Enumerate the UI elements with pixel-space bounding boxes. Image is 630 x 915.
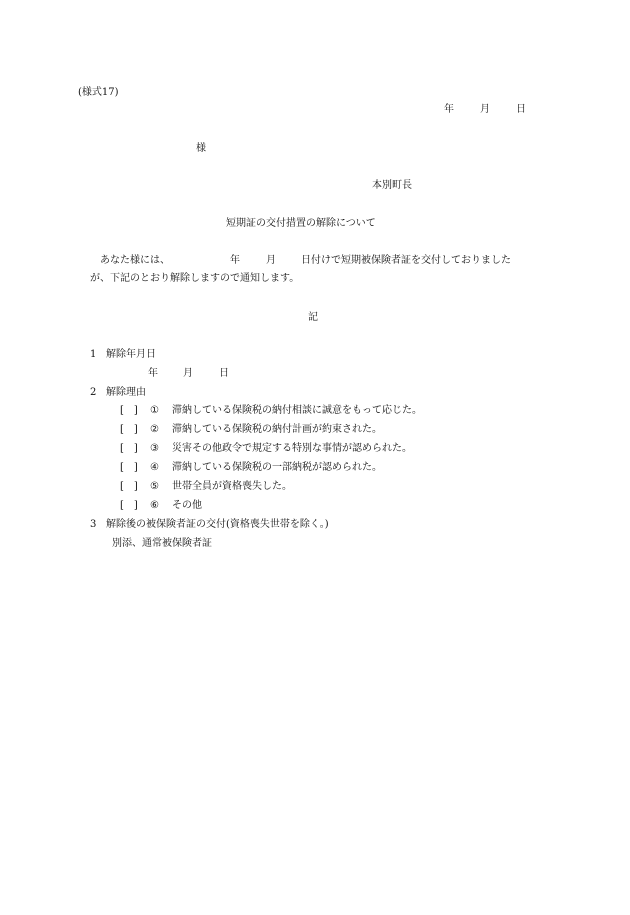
- reason-number: ②: [150, 424, 159, 435]
- section2-number: 2: [90, 387, 97, 398]
- body-text-intro: あなた様には、: [100, 255, 170, 266]
- reason-number: ①: [150, 405, 159, 416]
- reason-item: [120, 444, 412, 454]
- reason-text: その他: [172, 500, 202, 511]
- reason-checkbox[interactable]: [ ]: [120, 481, 138, 492]
- reason-checkbox[interactable]: [ ]: [120, 462, 138, 473]
- section1-month-label: 月: [183, 368, 193, 379]
- reason-text: 滞納している保険税の一部納税が認められた。: [172, 462, 382, 473]
- section3-number: 3: [90, 519, 97, 530]
- section1-day-label: 日: [219, 368, 229, 379]
- reason-checkbox[interactable]: [ ]: [120, 424, 138, 435]
- section1-number: 1: [90, 349, 97, 360]
- body-text-line2: が、下記のとおり解除しますので通知します。: [90, 273, 300, 284]
- body-year-label: 年: [230, 255, 240, 266]
- body-month-label: 月: [266, 255, 276, 266]
- section3-detail: 別添、通常被保険者証: [112, 538, 212, 549]
- reason-item: [120, 482, 292, 492]
- reason-number: ⑤: [150, 481, 159, 492]
- date-day-label: 日: [516, 104, 526, 115]
- reason-item: [120, 406, 422, 416]
- body-text-rest: 日付けで短期被保険者証を交付しておりました: [301, 255, 511, 266]
- reason-number: ④: [150, 462, 159, 473]
- reason-item: [120, 501, 202, 511]
- reason-checkbox[interactable]: [ ]: [120, 405, 138, 416]
- reason-item: [120, 463, 382, 473]
- document-title: 短期証の交付措置の解除について: [226, 218, 376, 229]
- sender-name: 本別町長: [372, 180, 412, 191]
- date-month-label: 月: [480, 104, 490, 115]
- section2-heading-text: 解除理由: [106, 387, 146, 398]
- reason-checkbox[interactable]: [ ]: [120, 500, 138, 511]
- section3-heading: [90, 520, 329, 530]
- reason-text: 災害その他政令で規定する特別な事情が認められた。: [172, 443, 412, 454]
- reason-text: 滞納している保険税の納付計画が約束された。: [172, 424, 382, 435]
- reason-number: ⑥: [150, 500, 159, 511]
- section1-year-label: 年: [148, 368, 158, 379]
- reason-text: 世帯全員が資格喪失した。: [172, 481, 292, 492]
- ki-heading: 記: [308, 312, 318, 323]
- section1-heading-text: 解除年月日: [106, 349, 156, 360]
- reason-checkbox[interactable]: [ ]: [120, 443, 138, 454]
- section2-heading: [90, 388, 146, 398]
- section1-heading: [90, 350, 156, 360]
- form-number: (様式17): [78, 87, 119, 98]
- recipient-honorific: 様: [196, 143, 206, 154]
- section3-heading-text: 解除後の被保険者証の交付(資格喪失世帯を除く。): [106, 519, 329, 530]
- reason-item: [120, 425, 382, 435]
- reason-number: ③: [150, 443, 159, 454]
- reason-text: 滞納している保険税の納付相談に誠意をもって応じた。: [172, 405, 422, 416]
- date-year-label: 年: [444, 104, 454, 115]
